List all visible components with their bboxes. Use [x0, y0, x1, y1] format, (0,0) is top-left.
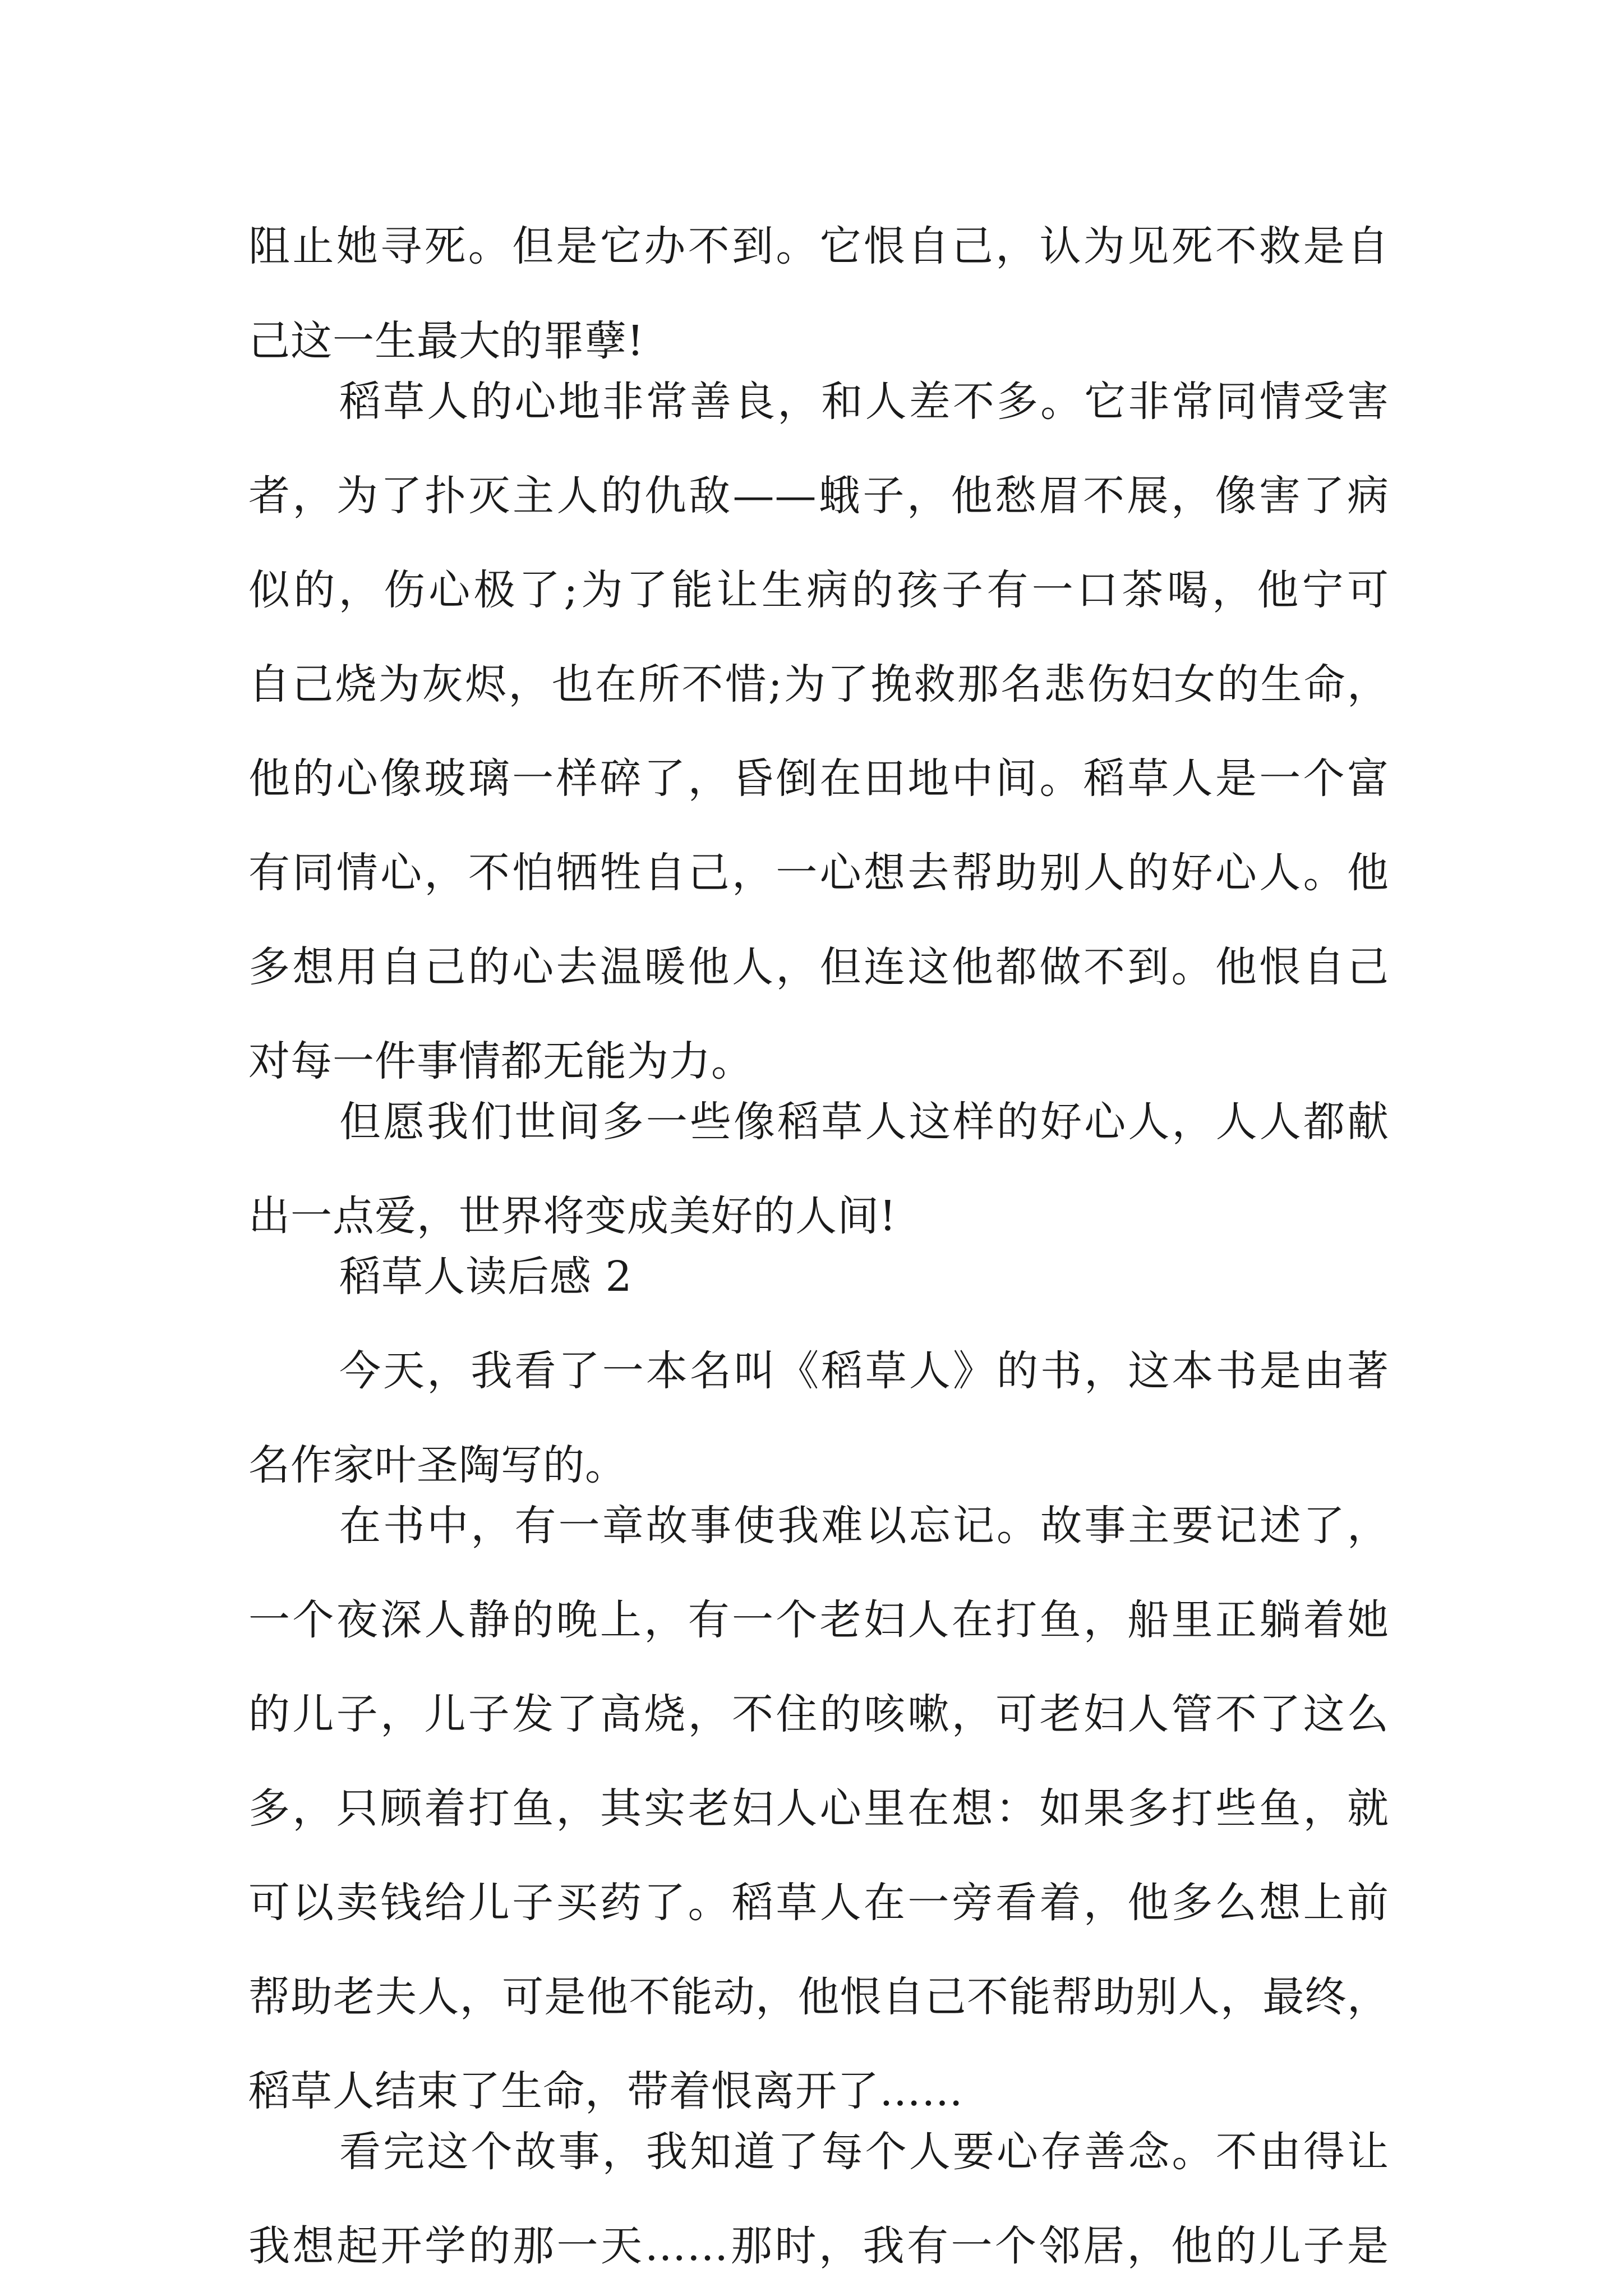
text-line: 有同情心，不怕牺牲自己，一心想去帮助别人的好心人。他	[248, 849, 1389, 897]
paragraph-first-line: 看完这个故事，我知道了每个人要心存善念。不由得让	[339, 2128, 1389, 2176]
paragraph-first-line: 在书中，有一章故事使我难以忘记。故事主要记述了，	[339, 1502, 1389, 1550]
text-line: 己这一生最大的罪孽!	[248, 317, 644, 365]
text-line: 名作家叶圣陶写的。	[248, 1441, 627, 1489]
text-line: 似的，伤心极了;为了能让生病的孩子有一口茶喝，他宁可	[248, 566, 1389, 614]
text-line: 阻止她寻死。但是它办不到。它恨自己，认为见死不救是自	[248, 222, 1389, 270]
text-line: 一个夜深人静的晚上，有一个老妇人在打鱼，船里正躺着她	[248, 1596, 1389, 1644]
text-line: 多，只顾着打鱼，其实老妇人心里在想：如果多打些鱼，就	[248, 1784, 1389, 1833]
text-line: 的儿子，儿子发了高烧，不住的咳嗽，可老妇人管不了这么	[248, 1690, 1389, 1738]
text-line: 帮助老夫人，可是他不能动，他恨自己不能帮助别人，最终，	[248, 1973, 1389, 2021]
text-line: 者，为了扑灭主人的仇敌——蛾子，他愁眉不展，像害了病	[248, 472, 1389, 520]
paragraph-first-line: 稻草人的心地非常善良，和人差不多。它非常同情受害	[339, 378, 1389, 426]
section-heading: 稻草人读后感 2	[339, 1253, 633, 1301]
text-line: 自己烧为灰烬，也在所不惜;为了挽救那名悲伤妇女的生命，	[248, 660, 1389, 708]
paragraph-first-line: 今天，我看了一本名叫《稻草人》的书，这本书是由著	[339, 1347, 1389, 1395]
text-line: 对每一件事情都无能为力。	[248, 1037, 753, 1085]
text-line: 出一点爱，世界将变成美好的人间!	[248, 1192, 897, 1240]
paragraph-first-line: 但愿我们世间多一些像稻草人这样的好心人，人人都献	[339, 1098, 1389, 1146]
text-line: 多想用自己的心去温暖他人，但连这他都做不到。他恨自己	[248, 943, 1389, 991]
text-line: 稻草人结束了生命，带着恨离开了……	[248, 2067, 963, 2115]
text-line: 他的心像玻璃一样碎了，昏倒在田地中间。稻草人是一个富	[248, 754, 1389, 803]
text-line: 可以卖钱给儿子买药了。稻草人在一旁看着，他多么想上前	[248, 1879, 1389, 1927]
text-line: 我想起开学的那一天……那时，我有一个邻居，他的儿子是	[248, 2222, 1389, 2270]
